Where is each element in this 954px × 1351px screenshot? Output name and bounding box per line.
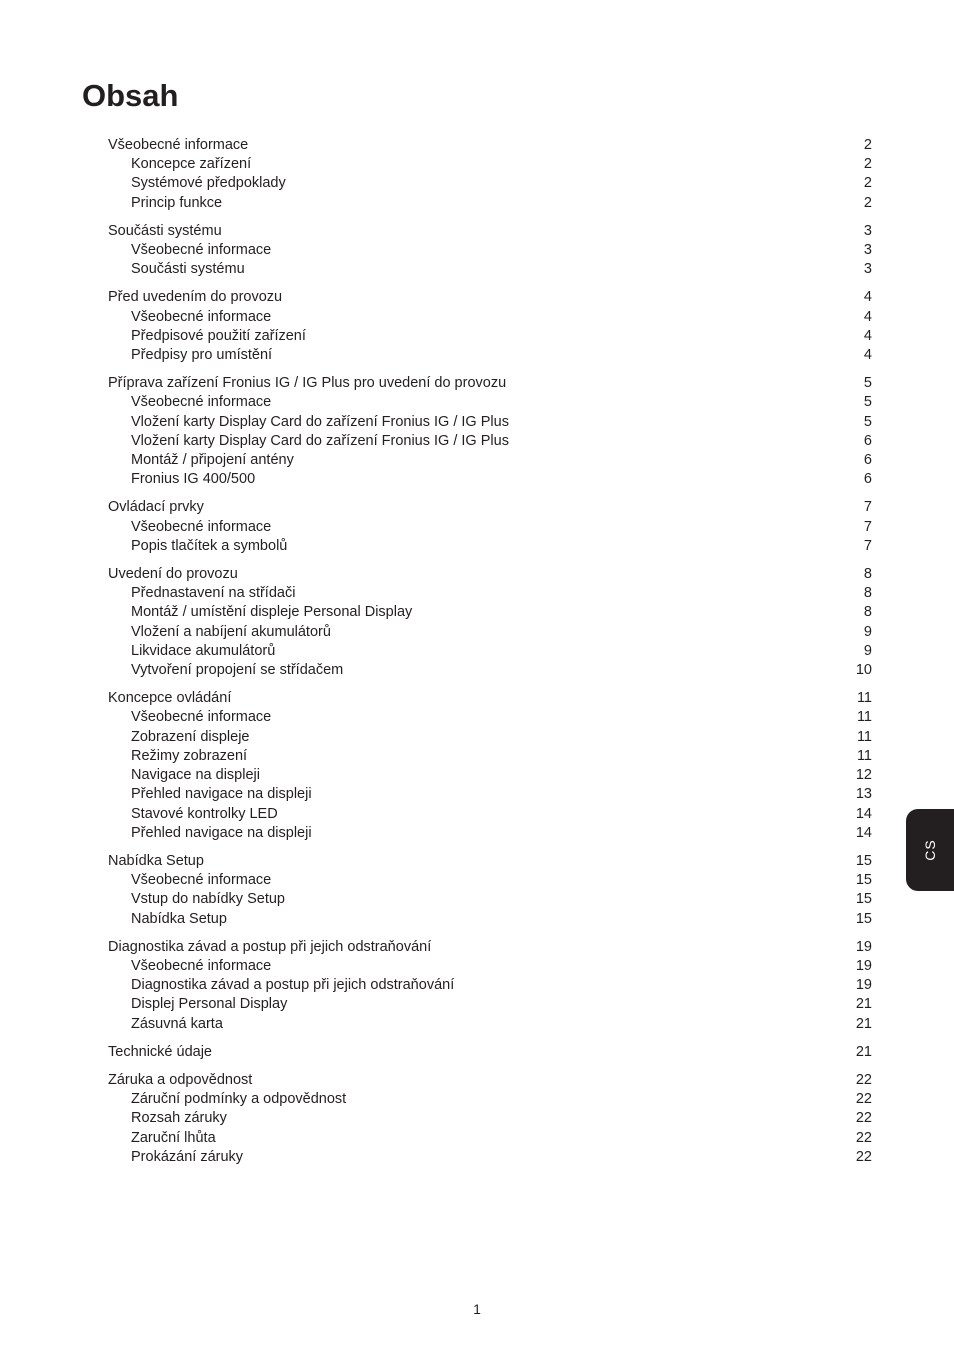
toc-subentry[interactable] <box>108 642 872 661</box>
toc-section <box>108 852 872 929</box>
toc-entry-title: Všeobecné informace <box>131 872 272 889</box>
toc-subentry[interactable] <box>108 910 872 929</box>
toc-entry-page: 2 <box>863 175 872 192</box>
toc-entry-page: 19 <box>855 977 872 994</box>
toc-subentry[interactable] <box>108 1109 872 1128</box>
toc-subentry[interactable] <box>108 890 872 909</box>
toc-section <box>108 938 872 1034</box>
toc-entry-title: Popis tlačítek a symbolů <box>131 537 288 554</box>
toc-entry-page: 11 <box>856 728 872 745</box>
toc-entry-title: Všeobecné informace <box>131 709 272 726</box>
toc-entry-title: Systémové předpoklady <box>131 175 286 192</box>
toc-entry-title: Přednastavení na střídači <box>131 585 296 602</box>
toc-entry-title: Režimy zobrazení <box>131 747 248 764</box>
toc-entry[interactable] <box>108 938 872 957</box>
toc-entry-page: 5 <box>863 394 872 411</box>
toc-entry-page: 22 <box>855 1091 872 1108</box>
toc-entry-title: Před uvedením do provozu <box>108 289 283 306</box>
toc-entry-title: Zobrazení displeje <box>131 728 250 745</box>
toc-entry-page: 19 <box>855 938 872 955</box>
toc-entry-title: Diagnostika závad a postup při jejich odstraňování <box>108 938 432 955</box>
toc-entry-title: Všeobecné informace <box>131 394 272 411</box>
toc-entry-page: 22 <box>855 1129 872 1146</box>
toc-subentry[interactable] <box>108 346 872 365</box>
toc-entry-title: Součásti systému <box>108 222 222 239</box>
toc-entry[interactable] <box>108 852 872 871</box>
toc-entry-page: 10 <box>855 662 872 679</box>
toc-entry-page: 4 <box>863 347 872 364</box>
toc-entry-page: 21 <box>855 1015 872 1032</box>
toc-entry-page: 6 <box>863 432 872 449</box>
toc-subentry[interactable] <box>108 957 872 976</box>
toc-subentry[interactable] <box>108 470 872 489</box>
toc-subentry[interactable] <box>108 976 872 995</box>
toc-entry-page: 9 <box>863 642 872 659</box>
toc-entry-page: 7 <box>863 518 872 535</box>
toc-entry-title: Koncepce ovládání <box>108 690 232 707</box>
toc-entry[interactable] <box>108 1071 872 1090</box>
toc-subentry[interactable] <box>108 603 872 622</box>
toc-entry-page: 11 <box>856 690 872 707</box>
toc-subentry[interactable] <box>108 805 872 824</box>
toc-subentry[interactable] <box>108 174 872 193</box>
toc-subentry[interactable] <box>108 1015 872 1034</box>
toc-subentry[interactable] <box>108 747 872 766</box>
toc-entry-page: 22 <box>855 1148 872 1165</box>
toc-subentry[interactable] <box>108 155 872 174</box>
toc-entry-page: 2 <box>863 194 872 211</box>
toc-entry-page: 4 <box>863 289 872 306</box>
toc-entry-title: Rozsah záruky <box>131 1110 227 1127</box>
toc-entry-title: Nabídka Setup <box>131 910 227 927</box>
toc-entry-page: 22 <box>855 1071 872 1088</box>
toc-entry-page: 7 <box>863 499 872 516</box>
toc-entry-page: 15 <box>855 910 872 927</box>
toc-entry[interactable] <box>108 689 872 708</box>
toc-subentry[interactable] <box>108 241 872 260</box>
toc-entry-title: Vložení karty Display Card do zařízení Fronius IG / IG Plus <box>131 432 509 449</box>
toc-entry-title: Koncepce zařízení <box>131 156 252 173</box>
toc-section <box>108 374 872 489</box>
toc-entry-title: Předpisové použití zařízení <box>131 327 306 344</box>
toc-subentry[interactable] <box>108 623 872 642</box>
toc-subentry[interactable] <box>108 413 872 432</box>
toc-subentry[interactable] <box>108 432 872 451</box>
toc-entry-title: Všeobecné informace <box>108 137 249 153</box>
toc-entry[interactable] <box>108 565 872 584</box>
toc-subentry[interactable] <box>108 393 872 412</box>
toc-entry-title: Fronius IG 400/500 <box>131 471 256 488</box>
toc-entry-title: Likvidace akumulátorů <box>131 642 276 659</box>
toc-entry-title: Součásti systému <box>131 261 245 278</box>
toc-section <box>108 565 872 680</box>
toc-entry-title: Diagnostika závad a postup při jejich odstraňování <box>131 977 455 994</box>
table-of-contents <box>108 136 872 1176</box>
toc-subentry[interactable] <box>108 728 872 747</box>
toc-entry-page: 7 <box>863 537 872 554</box>
toc-section <box>108 1043 872 1062</box>
toc-entry[interactable] <box>108 136 872 155</box>
toc-entry-page: 3 <box>863 261 872 278</box>
toc-subentry[interactable] <box>108 871 872 890</box>
toc-entry[interactable] <box>108 222 872 241</box>
toc-entry-page: 8 <box>863 585 872 602</box>
toc-subentry[interactable] <box>108 766 872 785</box>
toc-entry-title: Prokázání záruky <box>131 1148 244 1165</box>
toc-entry-page: 8 <box>863 604 872 621</box>
toc-section <box>108 689 872 843</box>
toc-subentry[interactable] <box>108 537 872 556</box>
toc-entry-title: Montáž / připojení antény <box>131 452 294 469</box>
toc-entry-page: 6 <box>863 471 872 488</box>
toc-entry-page: 8 <box>863 566 872 583</box>
toc-subentry[interactable] <box>108 785 872 804</box>
language-tab <box>906 809 954 891</box>
toc-entry-title: Všeobecné informace <box>131 518 272 535</box>
toc-entry-page: 4 <box>863 327 872 344</box>
toc-entry-title: Technické údaje <box>108 1043 212 1060</box>
toc-entry-page: 13 <box>855 786 872 803</box>
toc-entry-title: Předpisy pro umístění <box>131 347 273 364</box>
toc-entry-page: 6 <box>863 452 872 469</box>
toc-entry-title: Princip funkce <box>131 194 223 211</box>
toc-section <box>108 1071 872 1167</box>
toc-section <box>108 288 872 365</box>
toc-section <box>108 222 872 280</box>
toc-section <box>108 136 872 213</box>
toc-entry-title: Přehled navigace na displeji <box>131 786 312 803</box>
toc-entry-page: 21 <box>855 1043 872 1060</box>
toc-entry-title: Uvedení do provozu <box>108 566 238 583</box>
toc-entry-page: 2 <box>863 156 872 173</box>
toc-entry-title: Zásuvná karta <box>131 1015 223 1032</box>
toc-entry-title: Montáž / umístění displeje Personal Display <box>131 604 413 621</box>
toc-subentry[interactable] <box>108 995 872 1014</box>
toc-subentry[interactable] <box>108 1148 872 1167</box>
toc-entry-page: 9 <box>863 623 872 640</box>
toc-entry-title: Zaruční lhůta <box>131 1129 216 1146</box>
toc-section <box>108 498 872 556</box>
toc-entry-title: Všeobecné informace <box>131 957 272 974</box>
toc-entry-page: 21 <box>855 996 872 1013</box>
toc-entry-title: Navigace na displeji <box>131 767 260 784</box>
toc-entry-title: Stavové kontrolky LED <box>131 805 278 822</box>
page-number: 1 <box>473 1301 481 1317</box>
language-tab-label: CS <box>922 839 938 861</box>
toc-entry-title: Nabídka Setup <box>108 852 204 869</box>
toc-entry-page: 11 <box>856 747 872 764</box>
toc-entry-page: 2 <box>863 137 872 153</box>
toc-entry-page: 22 <box>855 1110 872 1127</box>
toc-entry-title: Vložení karty Display Card do zařízení Fronius IG / IG Plus <box>131 413 509 430</box>
toc-entry-page: 11 <box>856 709 872 726</box>
toc-entry-title: Záruční podmínky a odpovědnost <box>131 1091 347 1108</box>
toc-subentry[interactable] <box>108 451 872 470</box>
toc-subentry[interactable] <box>108 584 872 603</box>
toc-entry-title: Všeobecné informace <box>131 242 272 259</box>
toc-entry-title: Displej Personal Display <box>131 996 288 1013</box>
toc-entry[interactable] <box>108 374 872 393</box>
toc-entry-title: Vstup do nabídky Setup <box>131 891 285 908</box>
toc-entry-page: 15 <box>855 872 872 889</box>
toc-entry[interactable] <box>108 498 872 517</box>
toc-subentry[interactable] <box>108 1090 872 1109</box>
toc-subentry[interactable] <box>108 1129 872 1148</box>
toc-entry-title: Přehled navigace na displeji <box>131 824 312 841</box>
toc-entry-title: Vložení a nabíjení akumulátorů <box>131 623 331 640</box>
toc-entry-title: Vytvoření propojení se střídačem <box>131 662 344 679</box>
toc-entry-page: 12 <box>855 767 872 784</box>
toc-entry-title: Ovládací prvky <box>108 499 204 516</box>
toc-entry-page: 15 <box>855 891 872 908</box>
toc-entry[interactable] <box>108 1043 872 1062</box>
toc-entry-page: 5 <box>863 375 872 392</box>
toc-subentry[interactable] <box>108 194 872 213</box>
toc-entry-page: 4 <box>863 308 872 325</box>
toc-subentry[interactable] <box>108 824 872 843</box>
toc-entry-page: 15 <box>855 852 872 869</box>
toc-entry[interactable] <box>108 288 872 307</box>
toc-entry-title: Všeobecné informace <box>131 308 272 325</box>
toc-subentry[interactable] <box>108 518 872 537</box>
toc-entry-title: Příprava zařízení Fronius IG / IG Plus pro uvedení do provozu <box>108 375 507 392</box>
page-title: Obsah <box>82 78 179 113</box>
toc-entry-page: 14 <box>855 805 872 822</box>
toc-entry-title: Záruka a odpovědnost <box>108 1071 253 1088</box>
toc-entry-page: 14 <box>855 824 872 841</box>
toc-subentry[interactable] <box>108 708 872 727</box>
toc-entry-page: 19 <box>855 957 872 974</box>
toc-subentry[interactable] <box>108 661 872 680</box>
toc-subentry[interactable] <box>108 308 872 327</box>
toc-entry-page: 5 <box>863 413 872 430</box>
toc-entry-page: 3 <box>863 242 872 259</box>
toc-subentry[interactable] <box>108 260 872 279</box>
toc-entry-page: 3 <box>863 222 872 239</box>
toc-subentry[interactable] <box>108 327 872 346</box>
